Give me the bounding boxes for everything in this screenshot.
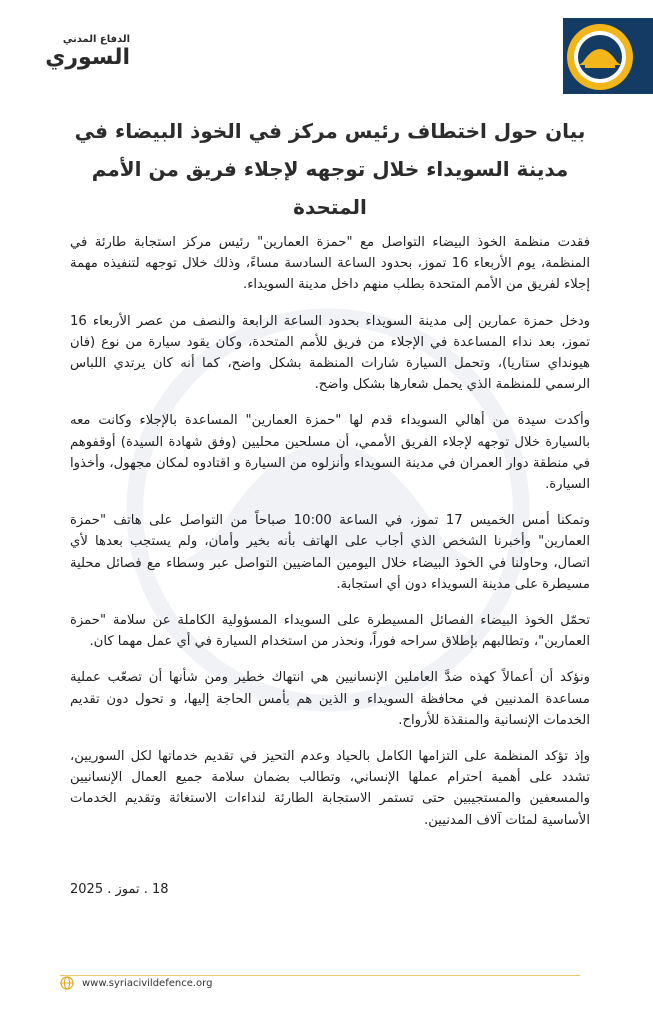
statement-date: 18 . تموز . 2025 [70, 882, 169, 897]
letterhead [0, 0, 653, 100]
statement-body [70, 232, 590, 846]
paragraph: ونؤكد أن أعمالاً كهذه ضدَّ العاملين الإنسانيين هي انتهاك خطير ومن شأنها أن تصعّب عملية مساعدة المدنيين في محافظة السويداء و الذين هم بأمس الحاجة إليها، و تحول دون تقديم الخدمات الإنسانية والمنقذة للأرواح. [70, 670, 590, 728]
paragraph: وأكدت سيدة من أهالي السويداء قدم لها "حمزة العمارين" المساعدة بالإجلاء وكانت معه بالسيارة خلال توجهه لإجلاء الفريق الأممي، أن مسلحين محليين (وفق شهادة السيدة) أوقفوهم في منطقة دوار العمران في مدينة السويداء وأنزلوه من السيارة و اقتادوه لمكان مجهول، وأخذوا السيارة. [70, 413, 590, 493]
brand-top-text: الدفاع المدني [62, 34, 130, 45]
white-helmets-emblem-icon [565, 22, 635, 92]
brand-bottom-text: السوري [45, 45, 130, 70]
paragraph: وتمكنا أمس الخميس 17 تموز، في الساعة 10:00 صباحاً من التواصل على هاتف "حمزة العمارين" وأخبرنا الشخص الذي أجاب على الهاتف بأنه بخير وأمان، ولم يستجب بعدها لأي اتصال، وحاولنا في الخوذ البيضاء خلال اليومين الماضيين التواصل عبر وسطاء مع فصائل محلية مسيطرة على مدينة السويداء دون أي استجابة. [70, 513, 590, 592]
paragraph: ودخل حمزة عمارين إلى مدينة السويداء بحدود الساعة الرابعة والنصف من عصر الأربعاء 16 تموز، بعد نداء المساعدة في الإجلاء من فريق للأمم المتحدة، وكان يقود سيارة من نوع (فان هيونداي ستاريا)، وتحمل السيارة شارات المنظمة بشكل واضح، كما أنه كان يرتدي اللباس الرسمي للمنظمة الذي يحمل شعارها بشكل واضح. [70, 313, 590, 393]
paragraph: تحمّل الخوذ البيضاء الفصائل المسيطرة على السويداء المسؤولية الكاملة عن سلامة "حمزة العمارين"، وتطالبهم بإطلاق سراحه فوراً، ونحذر من استخدام السيارة في أي عمل مهما كان. [70, 613, 590, 650]
statement-title: بيان حول اختطاف رئيس مركز في الخوذ البيضاء في مدينة السويداء خلال توجهه لإجلاء فريق من الأمم المتحدة [74, 119, 586, 219]
paragraph: وإذ تؤكد المنظمة على التزامها الكامل بالحياد وعدم التحيز في تقديم خدماتها لكل السوريين، تشدد على أهمية احترام عملها الإنساني، وتطالب بضمان سلامة جميع العمال الإنسانيين والمسعفين والمستجيبين حتى تستمر الاستجابة الطارئة لنداءات الاستغاثة وتقديم الخدمات الأساسية لمئات آلاف المدنيين. [70, 749, 590, 828]
paragraph: فقدت منظمة الخوذ البيضاء التواصل مع "حمزة العمارين" رئيس مركز استجابة طارئة في المنظمة، يوم الأربعاء 16 تموز، بحدود الساعة السادسة مساءً، وذلك خلال توجهه لتنفيذه مهمة إجلاء لفريق من الأمم المتحدة بطلب منهم داخل مدينة السويداء. [70, 235, 590, 293]
globe-icon [60, 976, 74, 990]
brand-wordmark [40, 34, 130, 70]
website-link[interactable]: www.syriacivildefence.org [82, 977, 213, 989]
footer [60, 976, 212, 990]
